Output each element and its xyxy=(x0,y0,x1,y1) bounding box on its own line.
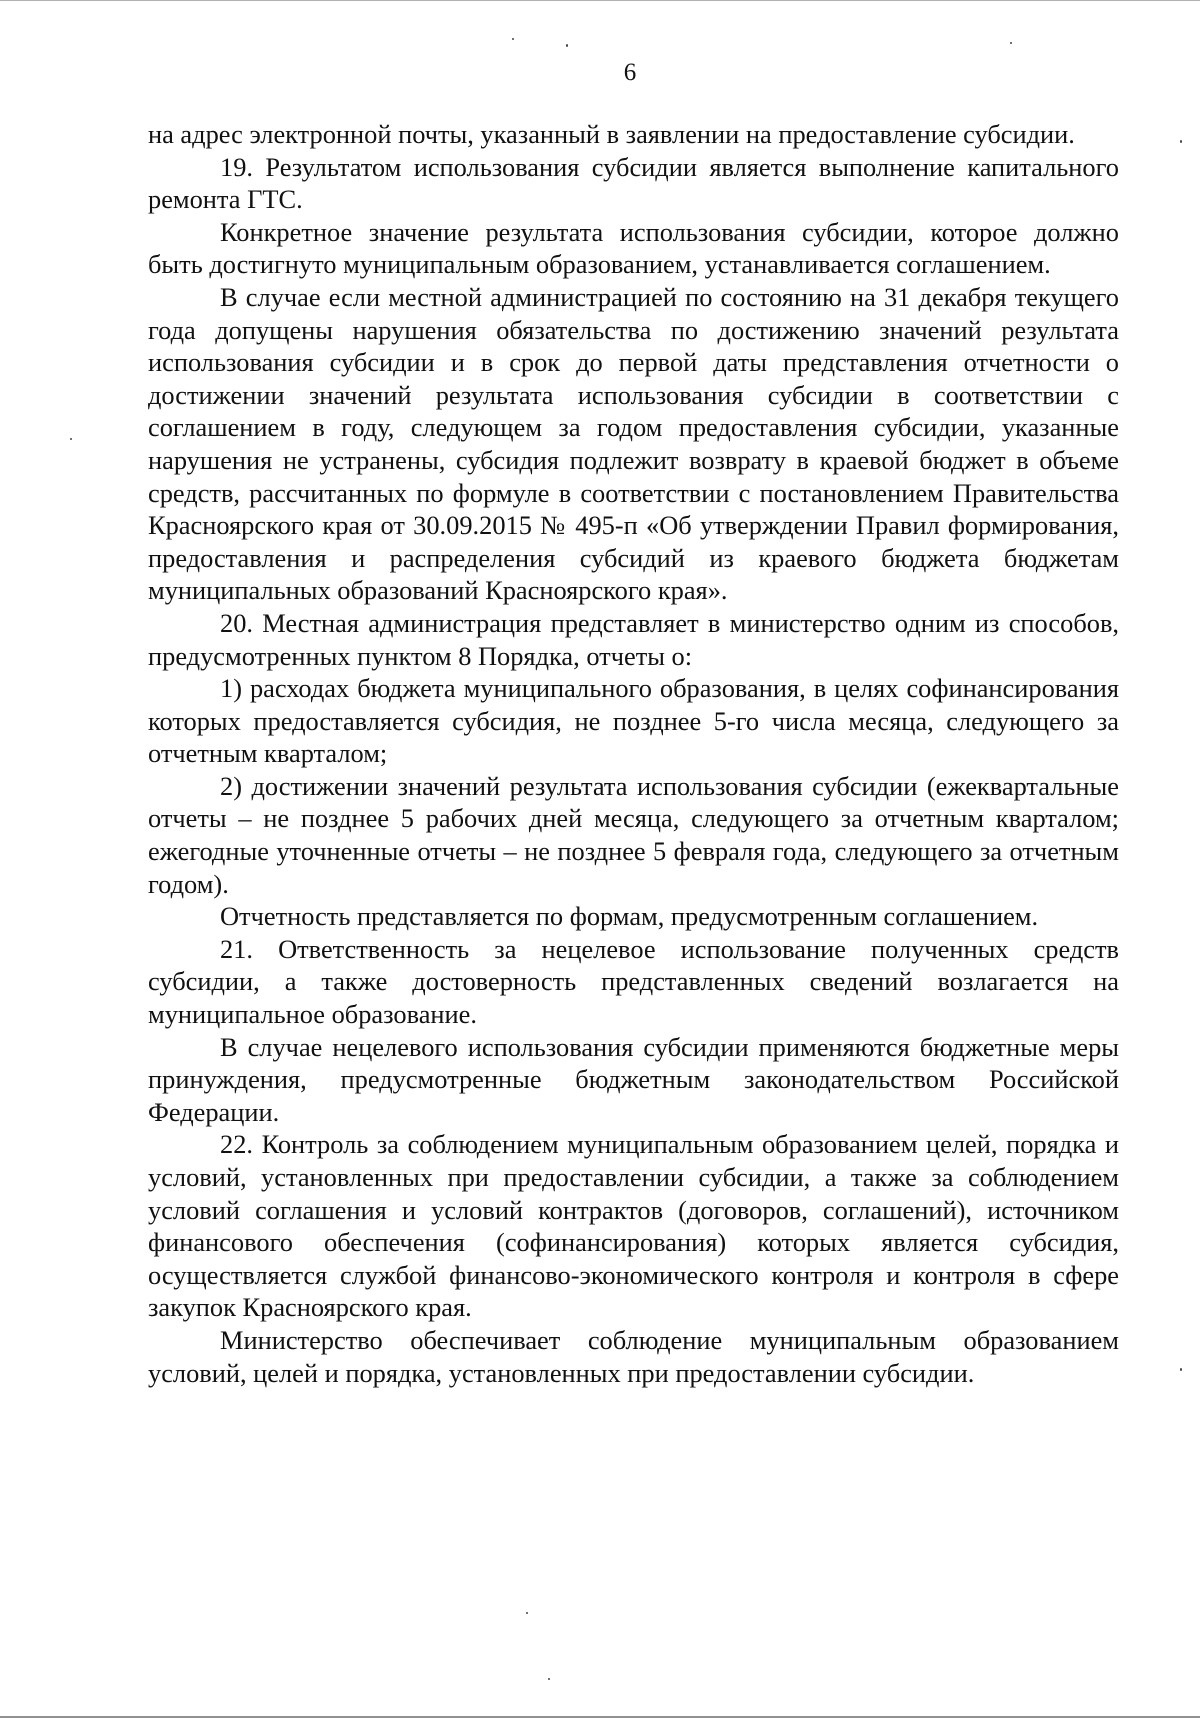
paragraph-20-reports: 20. Местная администрация представляет в министерство одним из способов, предусмотренных пунктом 8 Порядка, отчеты о: xyxy=(148,607,1119,671)
scan-speck xyxy=(526,1612,528,1614)
paragraph-result-value: Конкретное значение результата использования субсидии, которое должно быть достигнуто муниципальным образованием, устанавливается соглашением. xyxy=(148,216,1119,280)
paragraph-violation-return: В случае если местной администрацией по состоянию на 31 декабря текущего года допущены нарушения обязательства по достижению значений результата использования субсидии и в срок до первой даты представления отчетности о достижении значений результата использования субсидии в соответствии с соглашением в году, следующем за годом предоставления субсидии, указанные нарушения не устранены, субсидия подлежит возврату в краевой бюджет в объеме средств, рассчитанных по формуле в соответствии с постановлением Правительства Красноярского края от 30.09.2015 № 495-п «Об утверждении Правил формирования, предоставления и распределения субсидий из краевого бюджета бюджетам муниципальных образований Красноярского края». xyxy=(148,281,1119,606)
paragraph-22-control: 22. Контроль за соблюдением муниципальным образованием целей, порядка и условий, установленных при предоставлении субсидии, а также за соблюдением условий соглашения и условий контрактов (договоров, соглашений), источником финансового обеспечения (софинансирования) которых является субсидия, осуществляется службой финансово-экономического контроля и контроля в сфере закупок Красноярского края. xyxy=(148,1129,1119,1323)
scan-edge-line xyxy=(0,1716,1200,1718)
paragraph-21-responsibility: 21. Ответственность за нецелевое использование полученных средств субсидии, а также достоверность представленных сведений возлагается на муниципальное образование. xyxy=(148,933,1119,1030)
scan-speck xyxy=(70,438,72,440)
scan-edge-line xyxy=(0,0,1200,1)
paragraph-19-result: 19. Результатом использования субсидии является выполнение капитального ремонта ГТС. xyxy=(148,151,1119,215)
list-item-2-achievement: 2) достижении значений результата использования субсидии (ежеквартальные отчеты – не позднее 5 рабочих дней месяца, следующего за отчетным кварталом; ежегодные уточненные отчеты – не позднее 5 февраля года, следующего за отчетным годом). xyxy=(148,770,1119,899)
page-number: 6 xyxy=(623,59,637,86)
scan-speck xyxy=(1180,1368,1182,1371)
paragraph-misuse-measures: В случае нецелевого использования субсидии применяются бюджетные меры принуждения, предусмотренные бюджетным законодательством Российской Федерации. xyxy=(148,1031,1119,1127)
paragraph-email-continuation: на адрес электронной почты, указанный в заявлении на предоставление субсидии. xyxy=(148,119,1075,149)
scan-speck xyxy=(1180,140,1182,143)
paragraph-reporting-forms: Отчетность представляется по формам, предусмотренным соглашением. xyxy=(220,901,1039,932)
list-item-1-expenses: 1) расходах бюджета муниципального образования, в целях софинансирования которых предоставляется субсидия, не позднее 5-го числа месяца, следующего за отчетным кварталом; xyxy=(148,673,1119,769)
paragraph-ministry-compliance: Министерство обеспечивает соблюдение муниципальным образованием условий, целей и порядка, установленных при предоставлении субсидии. xyxy=(148,1324,1119,1388)
scan-speck xyxy=(1010,42,1012,44)
scan-speck xyxy=(566,44,568,47)
scan-speck xyxy=(548,1678,550,1680)
scan-speck xyxy=(512,38,514,40)
document-body xyxy=(148,118,1119,1389)
